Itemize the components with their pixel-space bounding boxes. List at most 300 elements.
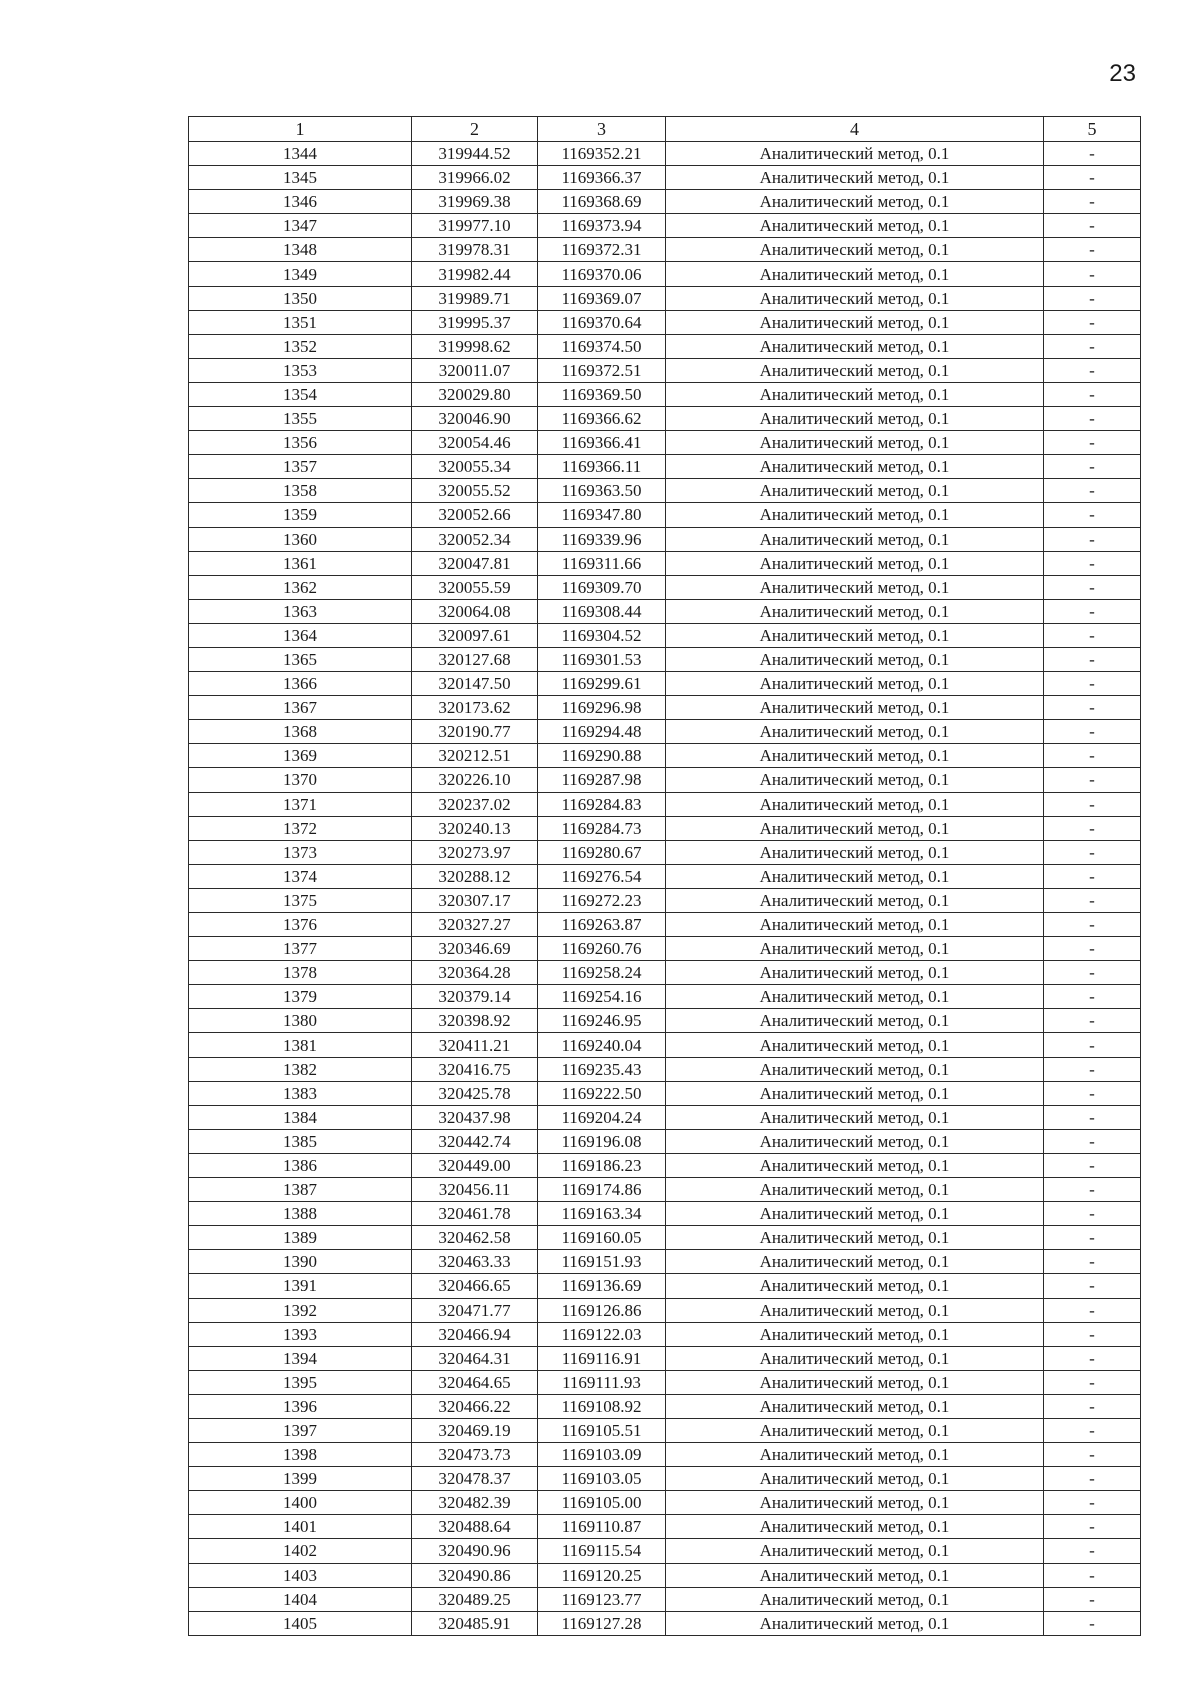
table-row [189, 1250, 1141, 1274]
method-cell: Аналитический метод, 0.1 [666, 1515, 1044, 1539]
note-cell: - [1044, 310, 1141, 334]
x-coordinate-cell: 320490.96 [412, 1539, 538, 1563]
y-coordinate-cell: 1169309.70 [538, 575, 666, 599]
note-cell: - [1044, 238, 1141, 262]
point-number-cell: 1373 [189, 840, 412, 864]
method-cell: Аналитический метод, 0.1 [666, 768, 1044, 792]
point-number-cell: 1357 [189, 455, 412, 479]
x-coordinate-cell: 320466.94 [412, 1322, 538, 1346]
note-cell: - [1044, 527, 1141, 551]
point-number-cell: 1368 [189, 720, 412, 744]
x-coordinate-cell: 320471.77 [412, 1298, 538, 1322]
y-coordinate-cell: 1169122.03 [538, 1322, 666, 1346]
table-row [189, 527, 1141, 551]
note-cell: - [1044, 623, 1141, 647]
x-coordinate-cell: 320064.08 [412, 599, 538, 623]
x-coordinate-cell: 320437.98 [412, 1105, 538, 1129]
method-cell: Аналитический метод, 0.1 [666, 1467, 1044, 1491]
method-cell: Аналитический метод, 0.1 [666, 913, 1044, 937]
method-cell: Аналитический метод, 0.1 [666, 1298, 1044, 1322]
point-number-cell: 1397 [189, 1418, 412, 1442]
point-number-cell: 1398 [189, 1443, 412, 1467]
table-row [189, 575, 1141, 599]
y-coordinate-cell: 1169105.51 [538, 1418, 666, 1442]
x-coordinate-cell: 320425.78 [412, 1081, 538, 1105]
y-coordinate-cell: 1169123.77 [538, 1587, 666, 1611]
note-cell: - [1044, 358, 1141, 382]
y-coordinate-cell: 1169366.37 [538, 166, 666, 190]
note-cell: - [1044, 1467, 1141, 1491]
x-coordinate-cell: 319969.38 [412, 190, 538, 214]
method-cell: Аналитический метод, 0.1 [666, 310, 1044, 334]
table-row [189, 1418, 1141, 1442]
method-cell: Аналитический метод, 0.1 [666, 985, 1044, 1009]
note-cell: - [1044, 1202, 1141, 1226]
x-coordinate-cell: 320469.19 [412, 1418, 538, 1442]
point-number-cell: 1404 [189, 1587, 412, 1611]
table-row [189, 744, 1141, 768]
point-number-cell: 1375 [189, 888, 412, 912]
x-coordinate-cell: 320466.22 [412, 1394, 538, 1418]
note-cell: - [1044, 455, 1141, 479]
method-cell: Аналитический метод, 0.1 [666, 864, 1044, 888]
note-cell: - [1044, 1322, 1141, 1346]
table-row [189, 1129, 1141, 1153]
table-row [189, 503, 1141, 527]
method-cell: Аналитический метод, 0.1 [666, 382, 1044, 406]
point-number-cell: 1346 [189, 190, 412, 214]
y-coordinate-cell: 1169290.88 [538, 744, 666, 768]
method-cell: Аналитический метод, 0.1 [666, 1418, 1044, 1442]
method-cell: Аналитический метод, 0.1 [666, 1539, 1044, 1563]
y-coordinate-cell: 1169108.92 [538, 1394, 666, 1418]
x-coordinate-cell: 320462.58 [412, 1226, 538, 1250]
note-cell: - [1044, 1587, 1141, 1611]
y-coordinate-cell: 1169126.86 [538, 1298, 666, 1322]
y-coordinate-cell: 1169174.86 [538, 1178, 666, 1202]
table-row [189, 1394, 1141, 1418]
method-cell: Аналитический метод, 0.1 [666, 286, 1044, 310]
table-row [189, 551, 1141, 575]
point-number-cell: 1360 [189, 527, 412, 551]
note-cell: - [1044, 768, 1141, 792]
note-cell: - [1044, 382, 1141, 406]
y-coordinate-cell: 1169260.76 [538, 937, 666, 961]
x-coordinate-cell: 319966.02 [412, 166, 538, 190]
point-number-cell: 1366 [189, 672, 412, 696]
note-cell: - [1044, 431, 1141, 455]
method-cell: Аналитический метод, 0.1 [666, 1274, 1044, 1298]
point-number-cell: 1378 [189, 961, 412, 985]
y-coordinate-cell: 1169280.67 [538, 840, 666, 864]
y-coordinate-cell: 1169304.52 [538, 623, 666, 647]
point-number-cell: 1345 [189, 166, 412, 190]
note-cell: - [1044, 1418, 1141, 1442]
x-coordinate-cell: 320173.62 [412, 696, 538, 720]
table-row [189, 720, 1141, 744]
y-coordinate-cell: 1169127.28 [538, 1611, 666, 1635]
method-cell: Аналитический метод, 0.1 [666, 720, 1044, 744]
point-number-cell: 1349 [189, 262, 412, 286]
method-cell: Аналитический метод, 0.1 [666, 1443, 1044, 1467]
method-cell: Аналитический метод, 0.1 [666, 1105, 1044, 1129]
note-cell: - [1044, 1298, 1141, 1322]
note-cell: - [1044, 792, 1141, 816]
note-cell: - [1044, 888, 1141, 912]
coordinates-table [188, 116, 1141, 1636]
point-number-cell: 1392 [189, 1298, 412, 1322]
x-coordinate-cell: 320461.78 [412, 1202, 538, 1226]
table-row [189, 1563, 1141, 1587]
x-coordinate-cell: 320055.34 [412, 455, 538, 479]
method-cell: Аналитический метод, 0.1 [666, 744, 1044, 768]
note-cell: - [1044, 286, 1141, 310]
note-cell: - [1044, 190, 1141, 214]
table-row [189, 1443, 1141, 1467]
x-coordinate-cell: 320411.21 [412, 1033, 538, 1057]
point-number-cell: 1365 [189, 647, 412, 671]
y-coordinate-cell: 1169308.44 [538, 599, 666, 623]
y-coordinate-cell: 1169103.05 [538, 1467, 666, 1491]
x-coordinate-cell: 320273.97 [412, 840, 538, 864]
point-number-cell: 1401 [189, 1515, 412, 1539]
note-cell: - [1044, 407, 1141, 431]
y-coordinate-cell: 1169151.93 [538, 1250, 666, 1274]
note-cell: - [1044, 1611, 1141, 1635]
method-cell: Аналитический метод, 0.1 [666, 1394, 1044, 1418]
table-row [189, 937, 1141, 961]
method-cell: Аналитический метод, 0.1 [666, 142, 1044, 166]
y-coordinate-cell: 1169258.24 [538, 961, 666, 985]
method-cell: Аналитический метод, 0.1 [666, 961, 1044, 985]
table-row [189, 1105, 1141, 1129]
x-coordinate-cell: 320416.75 [412, 1057, 538, 1081]
method-cell: Аналитический метод, 0.1 [666, 407, 1044, 431]
point-number-cell: 1352 [189, 334, 412, 358]
point-number-cell: 1353 [189, 358, 412, 382]
page-number: 23 [1109, 60, 1136, 87]
table-row [189, 1153, 1141, 1177]
y-coordinate-cell: 1169294.48 [538, 720, 666, 744]
y-coordinate-cell: 1169369.07 [538, 286, 666, 310]
table-row [189, 696, 1141, 720]
point-number-cell: 1379 [189, 985, 412, 1009]
point-number-cell: 1354 [189, 382, 412, 406]
table-row [189, 1515, 1141, 1539]
point-number-cell: 1361 [189, 551, 412, 575]
x-coordinate-cell: 320488.64 [412, 1515, 538, 1539]
x-coordinate-cell: 320398.92 [412, 1009, 538, 1033]
note-cell: - [1044, 672, 1141, 696]
point-number-cell: 1356 [189, 431, 412, 455]
y-coordinate-cell: 1169254.16 [538, 985, 666, 1009]
note-cell: - [1044, 720, 1141, 744]
x-coordinate-cell: 320456.11 [412, 1178, 538, 1202]
point-number-cell: 1362 [189, 575, 412, 599]
method-cell: Аналитический метод, 0.1 [666, 1611, 1044, 1635]
note-cell: - [1044, 864, 1141, 888]
y-coordinate-cell: 1169372.51 [538, 358, 666, 382]
point-number-cell: 1348 [189, 238, 412, 262]
note-cell: - [1044, 840, 1141, 864]
method-cell: Аналитический метод, 0.1 [666, 1009, 1044, 1033]
table-row [189, 1346, 1141, 1370]
x-coordinate-cell: 320047.81 [412, 551, 538, 575]
point-number-cell: 1395 [189, 1370, 412, 1394]
y-coordinate-cell: 1169339.96 [538, 527, 666, 551]
note-cell: - [1044, 503, 1141, 527]
table-row [189, 407, 1141, 431]
method-cell: Аналитический метод, 0.1 [666, 238, 1044, 262]
x-coordinate-cell: 320237.02 [412, 792, 538, 816]
table-row [189, 913, 1141, 937]
point-number-cell: 1387 [189, 1178, 412, 1202]
note-cell: - [1044, 937, 1141, 961]
x-coordinate-cell: 320442.74 [412, 1129, 538, 1153]
method-cell: Аналитический метод, 0.1 [666, 503, 1044, 527]
method-cell: Аналитический метод, 0.1 [666, 1587, 1044, 1611]
point-number-cell: 1396 [189, 1394, 412, 1418]
note-cell: - [1044, 1346, 1141, 1370]
table-row [189, 888, 1141, 912]
column-header-5: 5 [1044, 117, 1141, 142]
note-cell: - [1044, 1081, 1141, 1105]
note-cell: - [1044, 961, 1141, 985]
note-cell: - [1044, 575, 1141, 599]
x-coordinate-cell: 320052.66 [412, 503, 538, 527]
method-cell: Аналитический метод, 0.1 [666, 431, 1044, 455]
table-row [189, 1467, 1141, 1491]
note-cell: - [1044, 551, 1141, 575]
y-coordinate-cell: 1169276.54 [538, 864, 666, 888]
method-cell: Аналитический метод, 0.1 [666, 888, 1044, 912]
method-cell: Аналитический метод, 0.1 [666, 1226, 1044, 1250]
method-cell: Аналитический метод, 0.1 [666, 1178, 1044, 1202]
point-number-cell: 1389 [189, 1226, 412, 1250]
table-row [189, 286, 1141, 310]
y-coordinate-cell: 1169163.34 [538, 1202, 666, 1226]
table-row [189, 840, 1141, 864]
table-row [189, 431, 1141, 455]
y-coordinate-cell: 1169263.87 [538, 913, 666, 937]
table-row [189, 262, 1141, 286]
point-number-cell: 1377 [189, 937, 412, 961]
y-coordinate-cell: 1169369.50 [538, 382, 666, 406]
point-number-cell: 1355 [189, 407, 412, 431]
method-cell: Аналитический метод, 0.1 [666, 840, 1044, 864]
note-cell: - [1044, 985, 1141, 1009]
table-row [189, 1587, 1141, 1611]
point-number-cell: 1367 [189, 696, 412, 720]
note-cell: - [1044, 1009, 1141, 1033]
y-coordinate-cell: 1169111.93 [538, 1370, 666, 1394]
table-row [189, 647, 1141, 671]
x-coordinate-cell: 320489.25 [412, 1587, 538, 1611]
note-cell: - [1044, 599, 1141, 623]
note-cell: - [1044, 1153, 1141, 1177]
y-coordinate-cell: 1169186.23 [538, 1153, 666, 1177]
y-coordinate-cell: 1169116.91 [538, 1346, 666, 1370]
x-coordinate-cell: 320463.33 [412, 1250, 538, 1274]
table-row [189, 985, 1141, 1009]
y-coordinate-cell: 1169352.21 [538, 142, 666, 166]
y-coordinate-cell: 1169204.24 [538, 1105, 666, 1129]
x-coordinate-cell: 320473.73 [412, 1443, 538, 1467]
y-coordinate-cell: 1169366.41 [538, 431, 666, 455]
table-row [189, 238, 1141, 262]
y-coordinate-cell: 1169222.50 [538, 1081, 666, 1105]
table-row [189, 382, 1141, 406]
note-cell: - [1044, 1563, 1141, 1587]
method-cell: Аналитический метод, 0.1 [666, 166, 1044, 190]
note-cell: - [1044, 696, 1141, 720]
point-number-cell: 1391 [189, 1274, 412, 1298]
point-number-cell: 1350 [189, 286, 412, 310]
table-row [189, 1081, 1141, 1105]
table-header-row [189, 117, 1141, 142]
note-cell: - [1044, 1226, 1141, 1250]
table-row [189, 1322, 1141, 1346]
column-header-3: 3 [538, 117, 666, 142]
method-cell: Аналитический метод, 0.1 [666, 190, 1044, 214]
point-number-cell: 1359 [189, 503, 412, 527]
method-cell: Аналитический метод, 0.1 [666, 672, 1044, 696]
method-cell: Аналитический метод, 0.1 [666, 696, 1044, 720]
y-coordinate-cell: 1169299.61 [538, 672, 666, 696]
table-row [189, 1274, 1141, 1298]
method-cell: Аналитический метод, 0.1 [666, 1491, 1044, 1515]
point-number-cell: 1382 [189, 1057, 412, 1081]
table-row [189, 792, 1141, 816]
table-row [189, 1491, 1141, 1515]
table-row [189, 768, 1141, 792]
note-cell: - [1044, 744, 1141, 768]
y-coordinate-cell: 1169284.83 [538, 792, 666, 816]
method-cell: Аналитический метод, 0.1 [666, 334, 1044, 358]
table-row [189, 334, 1141, 358]
y-coordinate-cell: 1169287.98 [538, 768, 666, 792]
column-header-2: 2 [412, 117, 538, 142]
column-header-1: 1 [189, 117, 412, 142]
table-row [189, 166, 1141, 190]
note-cell: - [1044, 334, 1141, 358]
note-cell: - [1044, 166, 1141, 190]
y-coordinate-cell: 1169284.73 [538, 816, 666, 840]
method-cell: Аналитический метод, 0.1 [666, 1129, 1044, 1153]
x-coordinate-cell: 320327.27 [412, 913, 538, 937]
point-number-cell: 1370 [189, 768, 412, 792]
note-cell: - [1044, 1539, 1141, 1563]
table-row [189, 864, 1141, 888]
y-coordinate-cell: 1169136.69 [538, 1274, 666, 1298]
point-number-cell: 1383 [189, 1081, 412, 1105]
method-cell: Аналитический метод, 0.1 [666, 1563, 1044, 1587]
note-cell: - [1044, 913, 1141, 937]
table-row [189, 142, 1141, 166]
table-row [189, 1611, 1141, 1635]
y-coordinate-cell: 1169296.98 [538, 696, 666, 720]
note-cell: - [1044, 142, 1141, 166]
note-cell: - [1044, 1033, 1141, 1057]
point-number-cell: 1399 [189, 1467, 412, 1491]
note-cell: - [1044, 262, 1141, 286]
table-row [189, 1057, 1141, 1081]
y-coordinate-cell: 1169347.80 [538, 503, 666, 527]
note-cell: - [1044, 1491, 1141, 1515]
x-coordinate-cell: 320055.52 [412, 479, 538, 503]
x-coordinate-cell: 320212.51 [412, 744, 538, 768]
point-number-cell: 1393 [189, 1322, 412, 1346]
point-number-cell: 1369 [189, 744, 412, 768]
method-cell: Аналитический метод, 0.1 [666, 455, 1044, 479]
method-cell: Аналитический метод, 0.1 [666, 1370, 1044, 1394]
x-coordinate-cell: 320052.34 [412, 527, 538, 551]
table-row [189, 358, 1141, 382]
note-cell: - [1044, 1515, 1141, 1539]
note-cell: - [1044, 1105, 1141, 1129]
table-row [189, 961, 1141, 985]
table-row [189, 1539, 1141, 1563]
x-coordinate-cell: 320307.17 [412, 888, 538, 912]
y-coordinate-cell: 1169196.08 [538, 1129, 666, 1153]
x-coordinate-cell: 319989.71 [412, 286, 538, 310]
y-coordinate-cell: 1169240.04 [538, 1033, 666, 1057]
note-cell: - [1044, 1394, 1141, 1418]
point-number-cell: 1351 [189, 310, 412, 334]
x-coordinate-cell: 320240.13 [412, 816, 538, 840]
y-coordinate-cell: 1169368.69 [538, 190, 666, 214]
point-number-cell: 1347 [189, 214, 412, 238]
point-number-cell: 1376 [189, 913, 412, 937]
method-cell: Аналитический метод, 0.1 [666, 1153, 1044, 1177]
table-row [189, 1202, 1141, 1226]
table-row [189, 1033, 1141, 1057]
point-number-cell: 1402 [189, 1539, 412, 1563]
table-row [189, 1178, 1141, 1202]
x-coordinate-cell: 320011.07 [412, 358, 538, 382]
method-cell: Аналитический метод, 0.1 [666, 262, 1044, 286]
point-number-cell: 1385 [189, 1129, 412, 1153]
table-row [189, 214, 1141, 238]
x-coordinate-cell: 320288.12 [412, 864, 538, 888]
note-cell: - [1044, 1129, 1141, 1153]
y-coordinate-cell: 1169246.95 [538, 1009, 666, 1033]
y-coordinate-cell: 1169366.11 [538, 455, 666, 479]
x-coordinate-cell: 320464.31 [412, 1346, 538, 1370]
note-cell: - [1044, 647, 1141, 671]
table-row [189, 599, 1141, 623]
x-coordinate-cell: 320054.46 [412, 431, 538, 455]
method-cell: Аналитический метод, 0.1 [666, 647, 1044, 671]
method-cell: Аналитический метод, 0.1 [666, 1033, 1044, 1057]
method-cell: Аналитический метод, 0.1 [666, 816, 1044, 840]
y-coordinate-cell: 1169366.62 [538, 407, 666, 431]
x-coordinate-cell: 320190.77 [412, 720, 538, 744]
method-cell: Аналитический метод, 0.1 [666, 792, 1044, 816]
x-coordinate-cell: 319977.10 [412, 214, 538, 238]
method-cell: Аналитический метод, 0.1 [666, 1202, 1044, 1226]
x-coordinate-cell: 320478.37 [412, 1467, 538, 1491]
method-cell: Аналитический метод, 0.1 [666, 623, 1044, 647]
y-coordinate-cell: 1169115.54 [538, 1539, 666, 1563]
y-coordinate-cell: 1169372.31 [538, 238, 666, 262]
x-coordinate-cell: 320147.50 [412, 672, 538, 696]
note-cell: - [1044, 1370, 1141, 1394]
point-number-cell: 1405 [189, 1611, 412, 1635]
point-number-cell: 1371 [189, 792, 412, 816]
note-cell: - [1044, 1443, 1141, 1467]
y-coordinate-cell: 1169235.43 [538, 1057, 666, 1081]
